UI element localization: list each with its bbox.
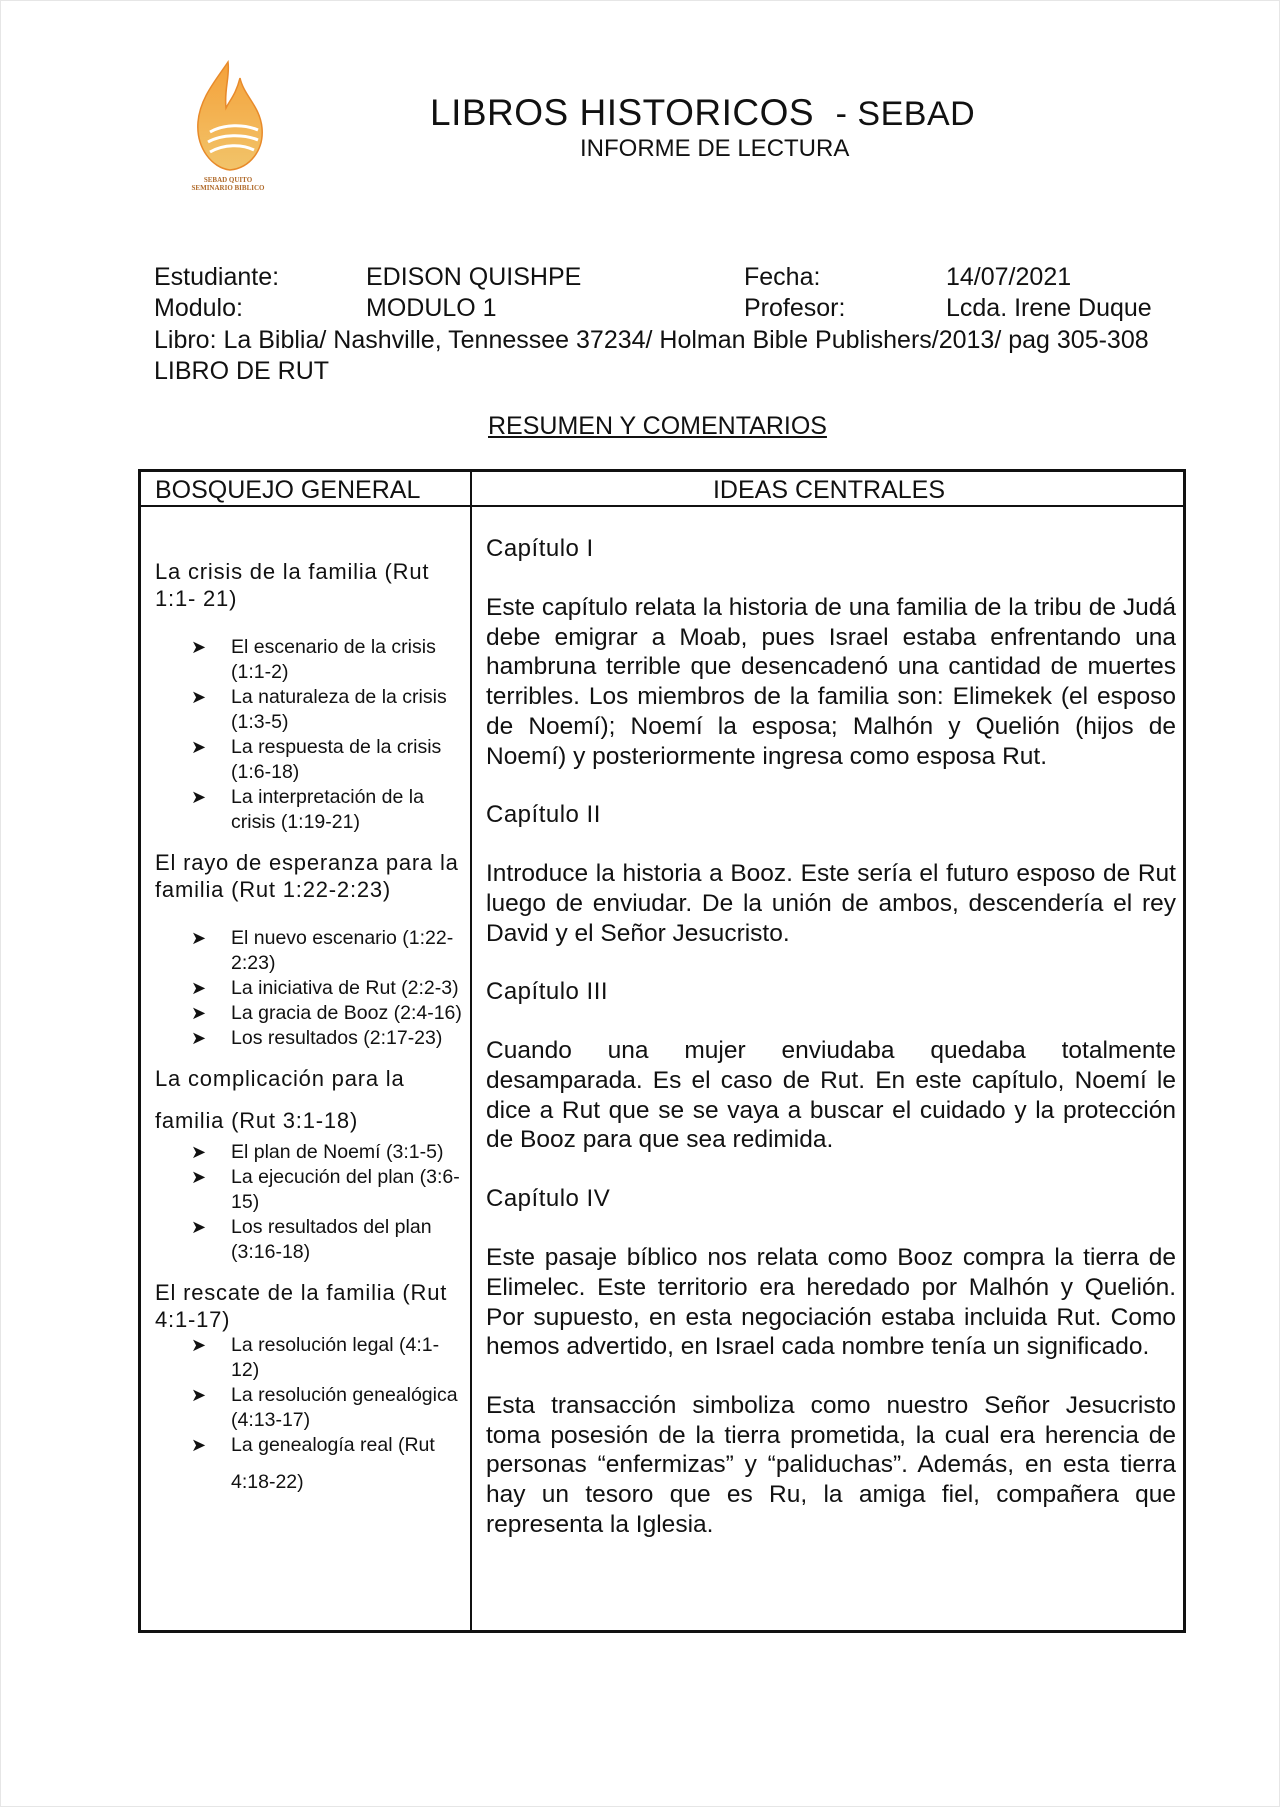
flame-icon xyxy=(178,60,278,180)
ideas-column xyxy=(486,534,1176,1539)
arrow-bullet-icon: ➤ xyxy=(191,978,207,998)
date-value: 14/07/2021 xyxy=(946,263,1072,291)
arrow-bullet-icon: ➤ xyxy=(191,737,207,757)
logo-caption-line-1: SEBAD QUITO xyxy=(203,176,253,184)
date-label: Fecha: xyxy=(744,263,821,291)
outline-list xyxy=(155,926,465,1051)
title-main: LIBROS HISTORICOS xyxy=(430,92,815,133)
outline-heading: El rayo de esperanza para la familia (Rut 1:22-2:23) xyxy=(155,850,459,902)
outline-list xyxy=(155,1333,465,1458)
student-value: EDISON QUISHPE xyxy=(366,263,582,291)
outline-column xyxy=(155,558,465,1495)
chapter-title: Capítulo II xyxy=(486,801,601,829)
outline-heading: La crisis de la familia (Rut 1:1- 21) xyxy=(155,559,430,611)
list-item: ➤ La genealogía real (Rut xyxy=(191,1434,435,1456)
arrow-bullet-icon: ➤ xyxy=(191,687,207,707)
arrow-bullet-icon: ➤ xyxy=(191,928,207,948)
list-item: ➤ El escenario de la crisis (1:1-2) xyxy=(191,636,436,683)
arrow-bullet-icon: ➤ xyxy=(191,787,207,807)
list-item: ➤ La resolución legal (4:1-12) xyxy=(191,1334,440,1381)
list-item: ➤ La ejecución del plan (3:6-15) xyxy=(191,1166,460,1213)
arrow-bullet-icon: ➤ xyxy=(191,1142,207,1162)
left-column-header: BOSQUEJO GENERAL xyxy=(155,476,421,504)
summary-table xyxy=(138,469,1186,1633)
logo-caption xyxy=(160,176,296,192)
teacher-label: Profesor: xyxy=(744,294,846,322)
closing-paragraph: Esta transacción simboliza como nuestro Señor Jesucristo toma posesión de la tierra prometida, la cual era herencia de personas “enfermizas” y “paliduchas”. Además, en esta tierra hay un tesoro que es Ru, la amiga fiel, compañera que representa la Iglesia. xyxy=(486,1391,1176,1538)
arrow-bullet-icon: ➤ xyxy=(191,1003,207,1023)
arrow-bullet-icon: ➤ xyxy=(191,1167,207,1187)
chapter-text: Este capítulo relata la historia de una familia de la tribu de Judá debe emigrar a Moab, pues Israel estaba enfrentando una hambruna terrible que desencadenó una cantidad de muertes terribles. Los miembros de la familia son: Elimekek (el esposo de Noemí); Noemí la esposa; Malhón y Quelión (hijos de Noemí) y posteriormente ingresa como esposa Rut. xyxy=(486,594,1176,770)
chapter-text: Introduce la historia a Booz. Este sería el futuro esposo de Rut luego de enviudar. De la unión de ambos, descendería el rey David y el Señor Jesucristo. xyxy=(486,860,1176,947)
teacher-value: Lcda. Irene Duque xyxy=(946,294,1152,322)
outline-list xyxy=(155,1140,465,1265)
outline-heading: El rescate de la familia (Rut 4:1-17) xyxy=(155,1280,448,1332)
document-title xyxy=(430,92,975,134)
chapter-text: Este pasaje bíblico nos relata como Booz compra la tierra de Elimelec. Este territorio era heredado por Malhón y Quelión. Por supuesto, en esta negociación estaba incluida Rut. Como hemos advertido, en Israel cada nombre tenía un significado. xyxy=(486,1244,1176,1361)
column-divider xyxy=(470,472,472,1630)
list-item: ➤ La gracia de Booz (2:4-16) xyxy=(191,1002,462,1024)
logo-caption-line-2: SEMINARIO BIBLICO xyxy=(191,184,265,192)
arrow-bullet-icon: ➤ xyxy=(191,1385,207,1405)
section-title: RESUMEN Y COMENTARIOS xyxy=(488,412,827,440)
module-value: MODULO 1 xyxy=(366,294,497,322)
list-item: ➤ La naturaleza de la crisis (1:3-5) xyxy=(191,686,447,733)
arrow-bullet-icon: ➤ xyxy=(191,1335,207,1355)
outline-heading: La complicación para la xyxy=(155,1066,405,1091)
outline-trailing-text: 4:18-22) xyxy=(231,1471,304,1493)
right-column-header: IDEAS CENTRALES xyxy=(712,476,945,504)
chapter-title: Capítulo III xyxy=(486,978,609,1006)
title-suffix: - SEBAD xyxy=(835,95,976,133)
student-label: Estudiante: xyxy=(154,263,280,291)
chapter-text: Cuando una mujer enviudaba quedaba totalmente desamparada. Es el caso de Rut. En este capítulo, Noemí le dice a Rut que se se vaya a buscar el cuidado y la protección de Booz para que sea redimida. xyxy=(486,1037,1176,1154)
chapter-title: Capítulo I xyxy=(486,535,594,562)
list-item: ➤ La resolución genealógica (4:13-17) xyxy=(191,1384,458,1431)
arrow-bullet-icon: ➤ xyxy=(191,1217,207,1237)
list-item: ➤ El nuevo escenario (1:22-2:23) xyxy=(191,927,454,974)
header-divider xyxy=(141,505,1183,507)
list-item: ➤ La interpretación de la crisis (1:19-21) xyxy=(191,786,424,833)
outline-heading-continued: familia (Rut 3:1-18) xyxy=(155,1108,359,1133)
list-item: ➤ Los resultados (2:17-23) xyxy=(191,1027,443,1049)
arrow-bullet-icon: ➤ xyxy=(191,1435,207,1455)
outline-list xyxy=(155,635,465,835)
list-item: ➤ La iniciativa de Rut (2:2-3) xyxy=(191,977,459,999)
chapter-title: Capítulo IV xyxy=(486,1185,611,1213)
list-item: ➤ Los resultados del plan (3:16-18) xyxy=(191,1216,432,1263)
arrow-bullet-icon: ➤ xyxy=(191,637,207,657)
module-label: Modulo: xyxy=(154,294,243,322)
document-subtitle: INFORME DE LECTURA xyxy=(580,135,850,162)
list-item: ➤ El plan de Noemí (3:1-5) xyxy=(191,1141,444,1163)
book-reference: Libro: La Biblia/ Nashville, Tennessee 37234/ Holman Bible Publishers/2013/ pag 305-308 LIBRO DE RUT xyxy=(154,326,1149,385)
list-item: ➤ La respuesta de la crisis (1:6-18) xyxy=(191,736,442,783)
arrow-bullet-icon: ➤ xyxy=(191,1028,207,1048)
